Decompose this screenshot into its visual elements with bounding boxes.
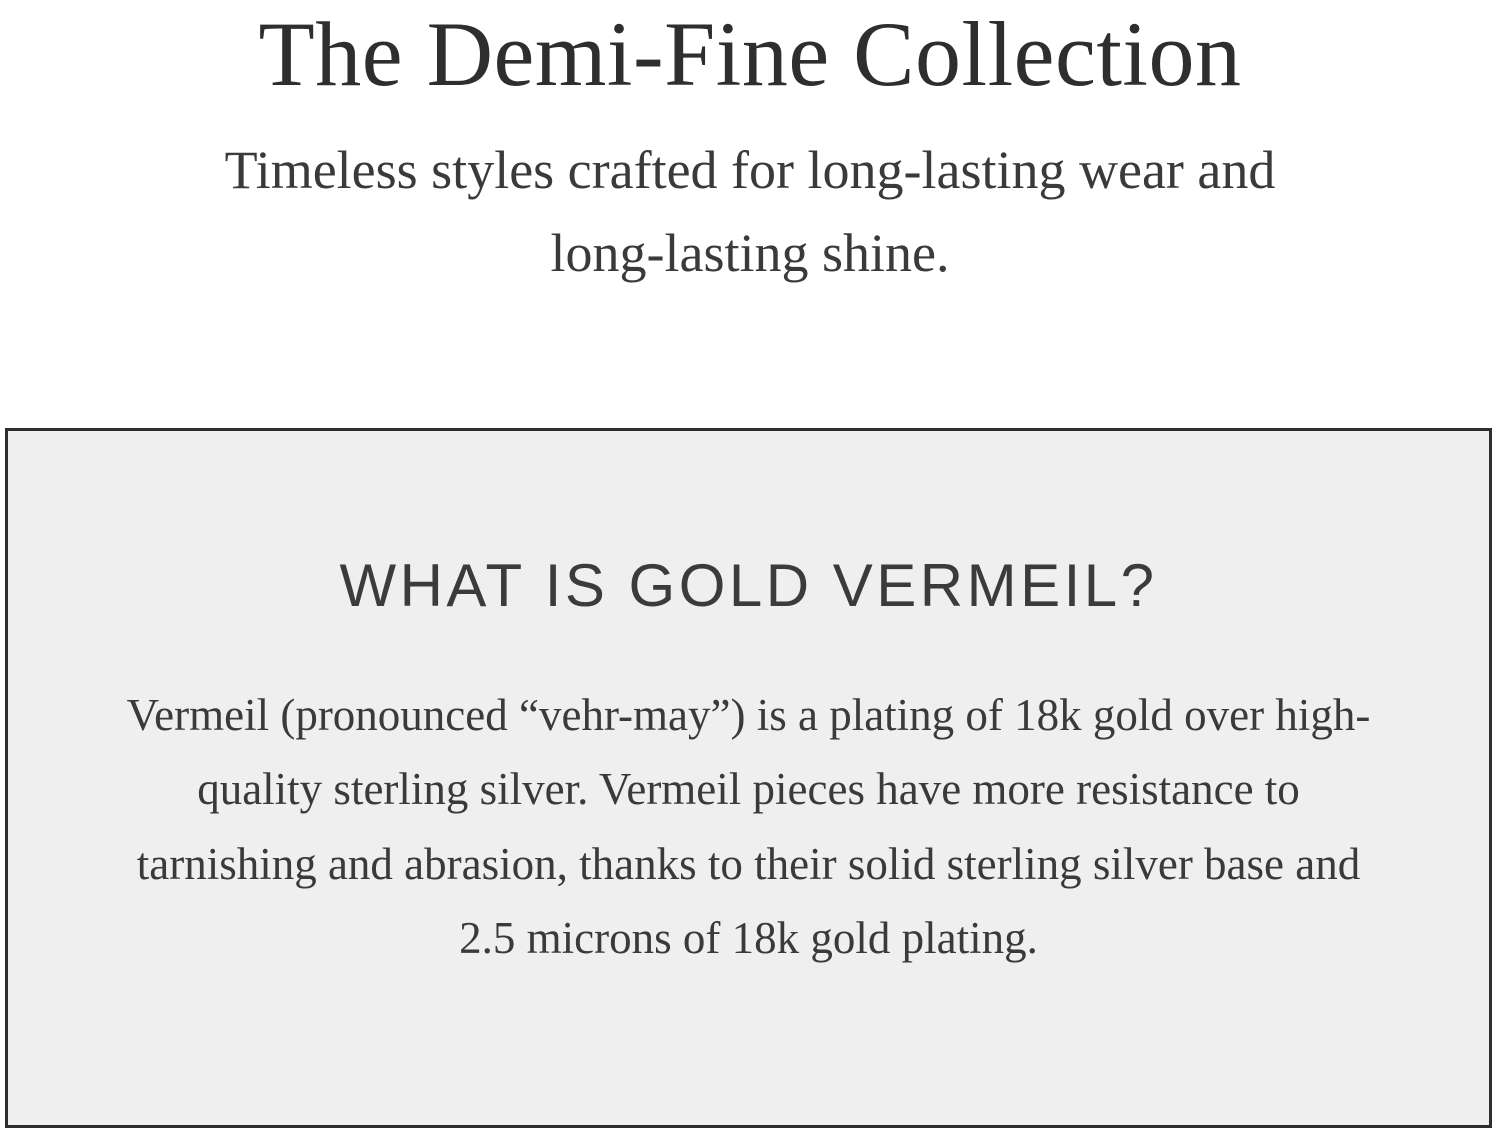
hero-section <box>0 0 1500 296</box>
hero-subtitle: Timeless styles crafted for long-lasting wear and long-lasting shine. <box>224 139 1276 284</box>
vermeil-info-body: Vermeil (pronounced “vehr-may”) is a plating of 18k gold over high-quality sterling silver. Vermeil pieces have more resistance to tarnishing and abrasion, thanks to their solid sterling silver base and 2.5 microns of 18k gold plating. <box>126 690 1371 963</box>
vermeil-info-panel <box>5 428 1492 1128</box>
vermeil-info-content <box>8 431 1489 975</box>
vermeil-info-heading: WHAT IS GOLD VERMEIL? <box>339 552 1158 619</box>
page-title: The Demi-Fine Collection <box>258 3 1242 105</box>
